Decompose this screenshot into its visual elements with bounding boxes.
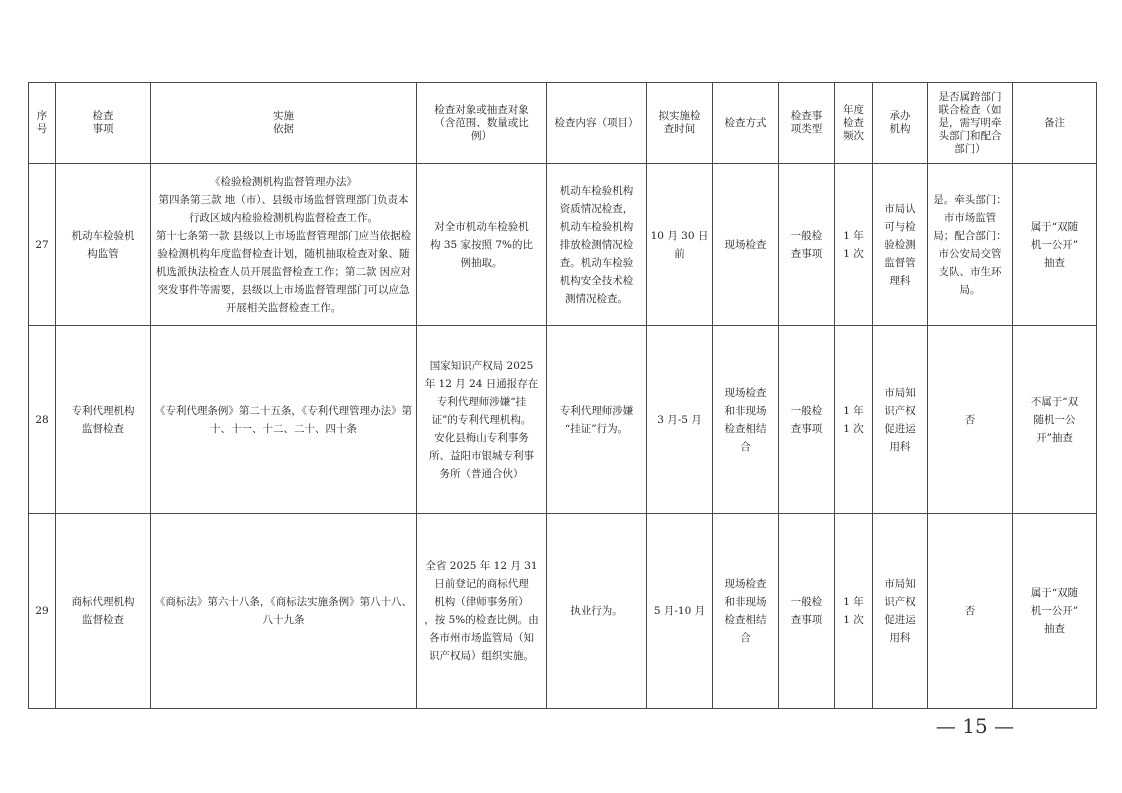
cell-joint: 否 (928, 326, 1013, 514)
cell-time: 3 月-5 月 (647, 326, 713, 514)
table-row (29, 164, 1097, 326)
cell-joint: 是。牵头部门： 市市场监管 局；配合部门： 市公安局交管 支队、市生环 局。 (928, 164, 1013, 326)
cell-freq: 1 年 1 次 (835, 514, 873, 709)
header-freq: 年度 检查 频次 (835, 83, 873, 164)
table-row (29, 326, 1097, 514)
cell-type: 一般检 查事项 (779, 164, 835, 326)
table-row (29, 514, 1097, 709)
cell-basis (151, 164, 417, 326)
cell-remark: 不属于“双 随机一公 开”抽查 (1013, 326, 1097, 514)
cell-time: 10 月 30 日 前 (647, 164, 713, 326)
header-type: 检查事 项类型 (779, 83, 835, 164)
cell-type: 一般检 查事项 (779, 514, 835, 709)
basis-line: 《检验检测机构监督管理办法》 (210, 175, 357, 188)
cell-content: 专利代理师涉嫌 “挂证”行为。 (547, 326, 647, 514)
cell-content: 执业行为。 (547, 514, 647, 709)
cell-seq: 29 (29, 514, 56, 709)
basis-line: 《商标法》第六十八条，《商标法实施条例》第八十八、八十九条 (154, 596, 413, 626)
header-method: 检查方式 (713, 83, 779, 164)
cell-object: 全省 2025 年 12 月 31 日前登记的商标代理 机构（律师事务所） ，按 5%的检查比例。由 各市州市场监管局（知 识产权局）组织实施。 (417, 514, 547, 709)
header-item: 检查 事项 (56, 83, 151, 164)
cell-item: 专利代理机构 监督检查 (56, 326, 151, 514)
header-joint: 是否属跨部门 联合检查（如 是，需写明牵 头部门和配合 部门） (928, 83, 1013, 164)
cell-method: 现场检查 (713, 164, 779, 326)
cell-joint: 否 (928, 514, 1013, 709)
cell-remark: 属于“双随 机一公开” 抽查 (1013, 164, 1097, 326)
cell-item: 机动车检验机 构监管 (56, 164, 151, 326)
header-object: 检查对象或抽查对象 （含范围、数量或比 例） (417, 83, 547, 164)
cell-freq: 1 年 1 次 (835, 164, 873, 326)
page-number: — 15 — (935, 714, 1015, 738)
inspection-plan-table (28, 82, 1097, 709)
cell-type: 一般检 查事项 (779, 326, 835, 514)
cell-org: 市局认 可与检 验检测 监督管 理科 (873, 164, 928, 326)
header-basis: 实施 依据 (151, 83, 417, 164)
cell-freq: 1 年 1 次 (835, 326, 873, 514)
header-time: 拟实施检 查时间 (647, 83, 713, 164)
header-seq: 序 号 (29, 83, 56, 164)
cell-org: 市局知 识产权 促进运 用科 (873, 326, 928, 514)
basis-line: 《专利代理条例》第二十五条，《专利代理管理办法》第十、十一、十二、二十、四十条 (154, 404, 413, 435)
cell-basis (151, 326, 417, 514)
cell-seq: 28 (29, 326, 56, 514)
cell-object: 国家知识产权局 2025 年 12 月 24 日通报存在 专利代理师涉嫌“挂 证”的专利代理机构。 安化县梅山专利事务 所、益阳市银城专利事 务所（普通合伙） (417, 326, 547, 514)
cell-object: 对全市机动车检验机 构 35 家按照 7%的比 例抽取。 (417, 164, 547, 326)
header-org: 承办 机构 (873, 83, 928, 164)
cell-content: 机动车检验机构 资质情况检查， 机动车检验机构 排放检测情况检 查。机动车检验 机构安全技术检 测情况检查。 (547, 164, 647, 326)
cell-seq: 27 (29, 164, 56, 326)
basis-line: 第四条第三款 地（市）、县级市场监督管理部门负责本行政区域内检验检测机构监督检查工作。 (158, 193, 409, 224)
cell-item: 商标代理机构 监督检查 (56, 514, 151, 709)
cell-org: 市局知 识产权 促进运 用科 (873, 514, 928, 709)
header-content: 检查内容（项目） (547, 83, 647, 164)
cell-time: 5 月-10 月 (647, 514, 713, 709)
cell-method: 现场检查 和非现场 检查相结 合 (713, 514, 779, 709)
table-header-row (29, 83, 1097, 164)
basis-line: 第十七条第一款 县级以上市场监督管理部门应当依据检验检测机构年度监督检查计划，随机抽取检查对象、随机选派执法检查人员开展监督检查工作；第二款 因应对突发事件等需要，县级以上市场监督管理部门可以应急开展相关监督检查工作。 (155, 229, 412, 314)
header-remark: 备注 (1013, 83, 1097, 164)
cell-method: 现场检查 和非现场 检查相结 合 (713, 326, 779, 514)
cell-remark: 属于“双随 机一公开” 抽查 (1013, 514, 1097, 709)
cell-basis (151, 514, 417, 709)
